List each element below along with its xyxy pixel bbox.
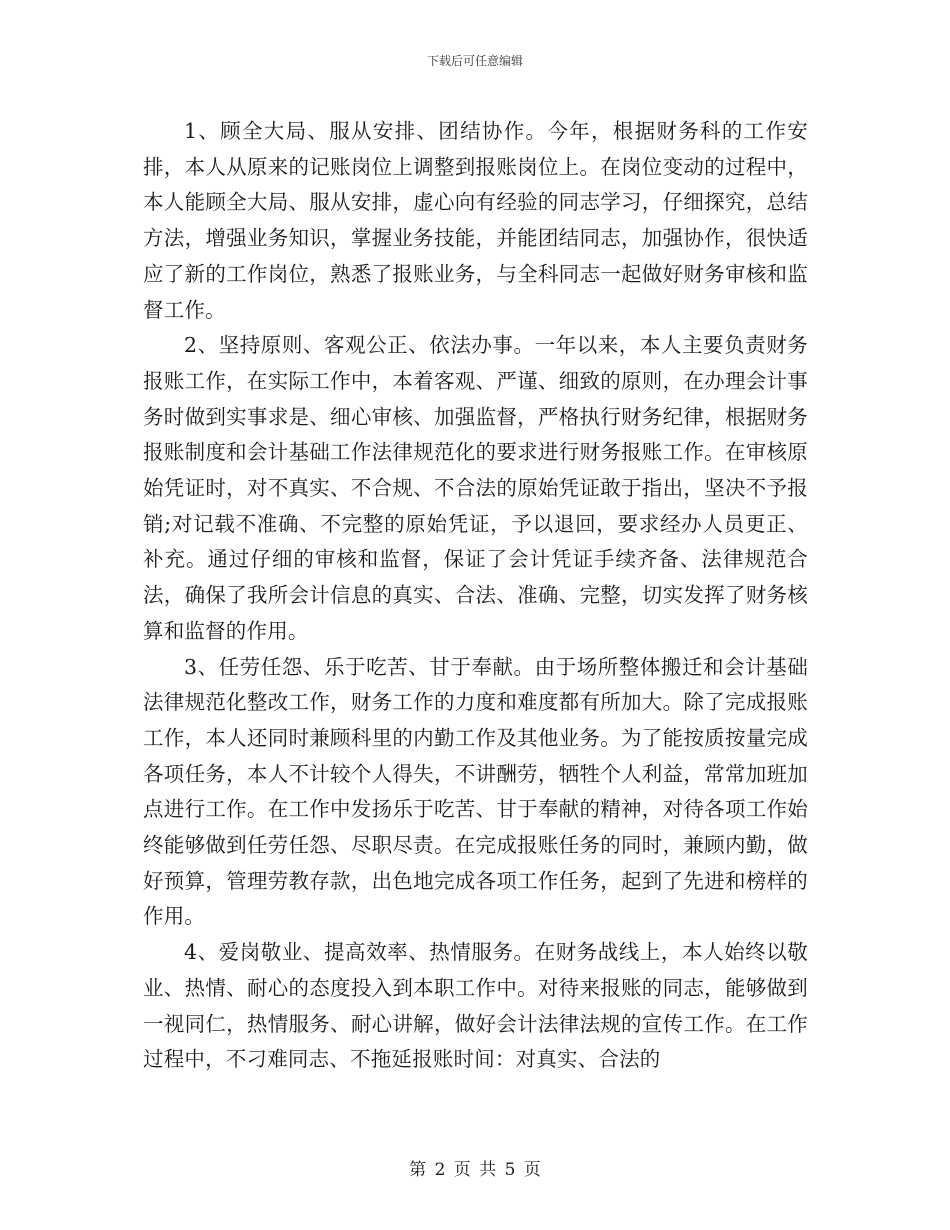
paragraph-2: 2、坚持原则、客观公正、依法办事。一年以来，本人主要负责财务报账工作，在实际工作中，本着客观、严谨、细致的原则，在办理会计事务时做到实事求是、细心审核、加强监督，严格执行财务纪律，根据财务报账制度和会计基础工作法律规范化的要求进行财务报账工作。在审核原始凭证时，对不真实、不合规、不合法的原始凭证敢于指出，坚决不予报销;对记载不准确、不完整的原始凭证，予以退回，要求经办人员更正、补充。通过仔细的审核和监督，保证了会计凭证手续齐备、法律规范合法，确保了我所会计信息的真实、合法、准确、完整，切实发挥了财务核算和监督的作用。 [143,333,808,643]
page-header-note: 下载后可任意编辑 [426,54,523,68]
paragraph-4: 4、爱岗敬业、提高效率、热情服务。在财务战线上，本人始终以敬业、热情、耐心的态度投入到本职工作中。对待来报账的同志，能够做到一视同仁，热情服务、耐心讲解，做好会计法律法规的宣传工作。在工作过程中，不刁难同志、不拖延报账时间：对真实、合法的 [143,940,808,1072]
paragraph-1: 1、顾全大局、服从安排、团结协作。今年，根据财务科的工作安排，本人从原来的记账岗位上调整到报账岗位上。在岗位变动的过程中，本人能顾全大局、服从安排，虚心向有经验的同志学习，仔细探究，总结方法，增强业务知识，掌握业务技能，并能团结同志，加强协作，很快适应了新的工作岗位，熟悉了报账业务，与全科同志一起做好财务审核和监督工作。 [143,119,808,322]
document-body [143,114,808,1078]
page-number-footer: 第 2 页 共 5 页 [409,1160,541,1180]
paragraph-3: 3、任劳任怨、乐于吃苦、甘于奉献。由于场所整体搬迁和会计基础法律规范化整改工作，财务工作的力度和难度都有所加大。除了完成报账工作，本人还同时兼顾科里的内勤工作及其他业务。为了能按质按量完成各项任务，本人不计较个人得失，不讲酬劳，牺牲个人利益，常常加班加点进行工作。在工作中发扬乐于吃苦、甘于奉献的精神，对待各项工作始终能够做到任劳任怨、尽职尽责。在完成报账任务的同时，兼顾内勤，做好预算，管理劳教存款，出色地完成各项工作任务，起到了先进和榜样的作用。 [143,654,808,929]
